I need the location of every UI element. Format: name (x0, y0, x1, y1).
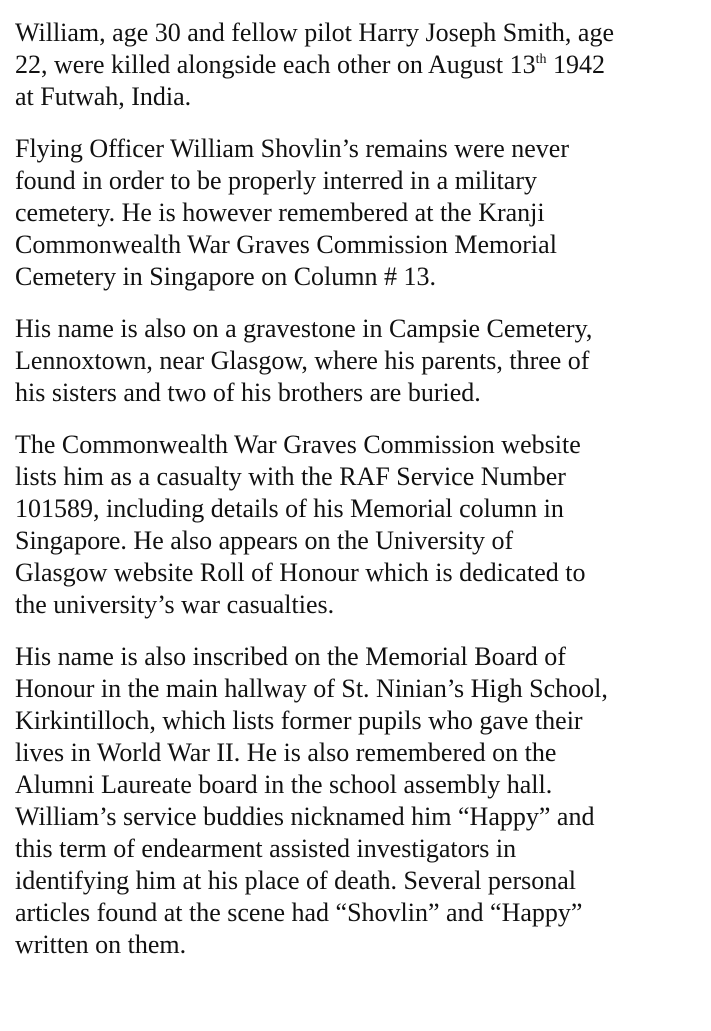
text-line: the university’s war casualties. (15, 590, 335, 619)
paragraph-cwgc-website (15, 429, 705, 621)
text-line: Lennoxtown, near Glasgow, where his parents, three of (15, 346, 590, 375)
text-line: Flying Officer William Shovlin’s remains were never (15, 134, 569, 163)
text-line: his sisters and two of his brothers are buried. (15, 378, 481, 407)
text-run: 22, were killed alongside each other on August 13 (15, 50, 536, 79)
text-line: His name is also on a gravestone in Campsie Cemetery, (15, 314, 593, 343)
paragraph-campsie-gravestone (15, 313, 705, 409)
text-line: found in order to be properly interred in a military (15, 166, 538, 195)
text-line: Honour in the main hallway of St. Ninian’s High School, (15, 674, 608, 703)
text-line: Glasgow website Roll of Honour which is dedicated to (15, 558, 586, 587)
text-line: Alumni Laureate board in the school assembly hall. (15, 770, 553, 799)
text-line: 101589, including details of his Memorial column in (15, 494, 564, 523)
text-line: Singapore. He also appears on the University of (15, 526, 514, 555)
document-page (15, 17, 705, 981)
text-line: William’s service buddies nicknamed him “Happy” and (15, 802, 595, 831)
text-line: articles found at the scene had “Shovlin” and “Happy” (15, 898, 583, 927)
text-line (15, 49, 705, 81)
text-run: 1942 (546, 50, 605, 79)
text-line: Kirkintilloch, which lists former pupils who gave their (15, 706, 583, 735)
ordinal-superscript: th (535, 52, 547, 67)
text-line: His name is also inscribed on the Memorial Board of (15, 642, 566, 671)
text-line: The Commonwealth War Graves Commission website (15, 430, 581, 459)
paragraph-st-ninians-memorial (15, 641, 705, 961)
text-line: Commonwealth War Graves Commission Memorial (15, 230, 557, 259)
paragraph-death (15, 17, 705, 113)
paragraph-kranji-memorial (15, 133, 705, 293)
text-line: at Futwah, India. (15, 82, 192, 111)
text-line: William, age 30 and fellow pilot Harry Joseph Smith, age (15, 18, 614, 47)
text-line: lists him as a casualty with the RAF Service Number (15, 462, 566, 491)
text-line: cemetery. He is however remembered at the Kranji (15, 198, 545, 227)
text-line: lives in World War II. He is also remembered on the (15, 738, 557, 767)
text-line: this term of endearment assisted investigators in (15, 834, 517, 863)
text-line: written on them. (15, 930, 187, 959)
text-line: Cemetery in Singapore on Column # 13. (15, 262, 437, 291)
text-line: identifying him at his place of death. Several personal (15, 866, 576, 895)
